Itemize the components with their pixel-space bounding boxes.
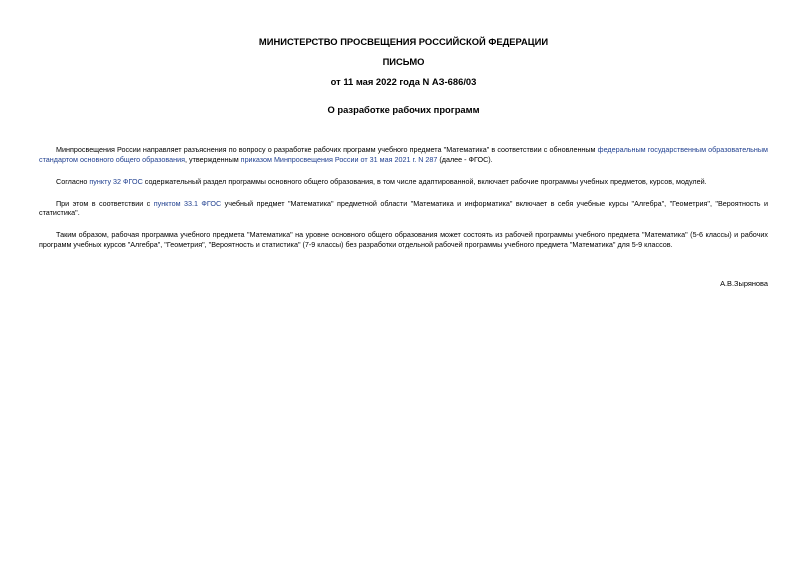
document-body [39, 145, 768, 262]
point-32-fgos-link[interactable]: пункту 32 ФГОС [89, 176, 143, 186]
document-type-heading: ПИСЬМО [382, 56, 425, 67]
paragraph-4 [39, 230, 768, 249]
order-287-link[interactable]: приказом Минпросвещения России от 31 мая 2021 г. N 287 [240, 154, 438, 164]
paragraph-3 [39, 199, 768, 218]
date-number-heading: от 11 мая 2022 года N АЗ-686/03 [330, 76, 477, 87]
paragraph-3-text-2: учебный предмет "Математика" предметной области "Математика и информатика" включает в себя учебные курсы "Алгебра", "Геометрия", "Вероятность и статистика". [39, 198, 768, 218]
paragraph-3-text-1: При этом в соответствии с [56, 198, 154, 208]
paragraph-2 [39, 177, 768, 187]
signature: А.В.Зырянова [720, 279, 768, 288]
paragraph-4-text-1: Таким образом, рабочая программа учебного предмета "Математика" на уровне основного общего образования может состоять из рабочей программы учебного предмета "Математика" (5-6 классы) и рабочих программ учебных курсов "Алгебра", "Геометрия", "Вероятность и статистика" (7-9 классы) без разработки отдельной рабочей программы учебного предмета "Математика" для 5-9 классов. [39, 230, 768, 250]
fgos-standard-link[interactable]: федеральным государственным образовательным стандартом основного общего образования [39, 145, 768, 164]
paragraph-2-text-1: Согласно [56, 176, 90, 186]
paragraph-1-text-1: Минпросвещения России направляет разъяснения по вопросу о разработке рабочих программ учебного предмета "Математика" в соответствии с обновленным [56, 145, 598, 154]
paragraph-1 [39, 145, 768, 164]
subject-heading: О разработке рабочих программ [327, 104, 480, 115]
paragraph-2-text-2: содержательный раздел программы основного общего образования, в том числе адаптированной, включает рабочие программы учебных предметов, курсов, модулей. [142, 176, 707, 186]
paragraph-1-text-3: (далее - ФГОС). [437, 154, 493, 164]
point-33-1-fgos-link[interactable]: пунктом 33.1 ФГОС [153, 198, 222, 208]
paragraph-1-text-2: , утвержденным [185, 154, 241, 164]
ministry-heading: МИНИСТЕРСТВО ПРОСВЕЩЕНИЯ РОССИЙСКОЙ ФЕДЕРАЦИИ [258, 36, 549, 47]
